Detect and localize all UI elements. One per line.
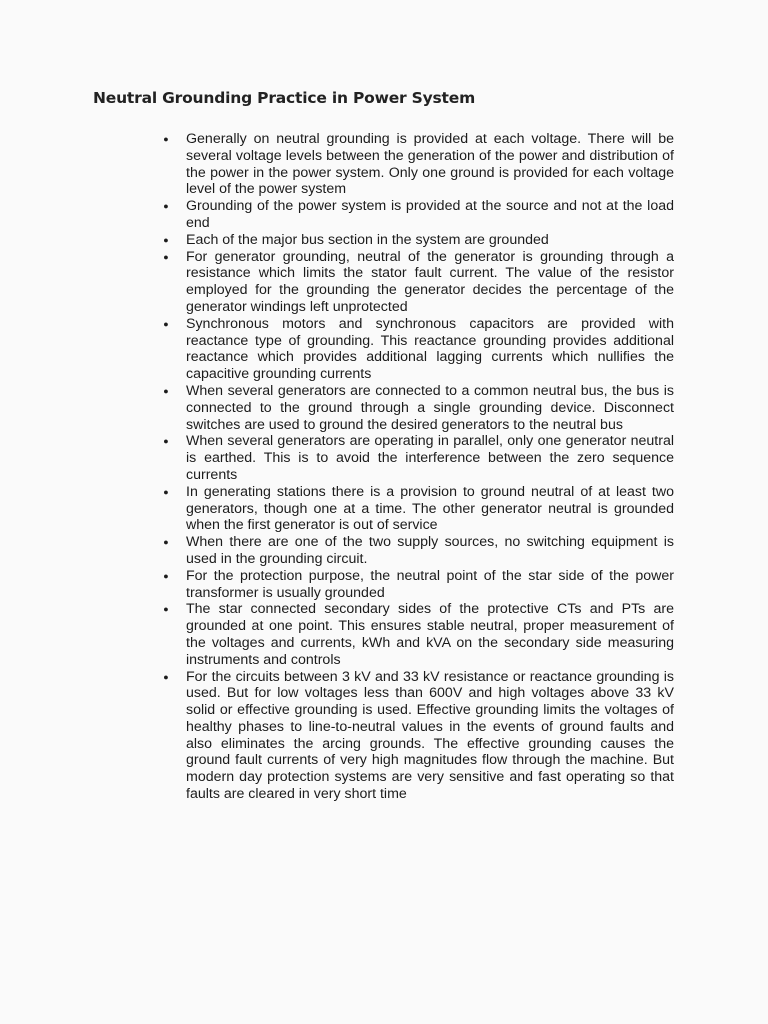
bullet-dot-icon: ● xyxy=(163,234,169,245)
list-item xyxy=(163,601,674,668)
list-item-text: Generally on neutral grounding is provided at each voltage. There will be several voltage levels between the generation of the power and distribution of the power in the power system. Only one ground is provided for each voltage level of the power system xyxy=(186,131,674,198)
list-item xyxy=(163,433,674,483)
bullet-dot-icon: ● xyxy=(163,436,169,447)
list-item-text: When there are one of the two supply sources, no switching equipment is used in the grounding circuit. xyxy=(186,534,674,567)
list-item-text: The star connected secondary sides of the protective CTs and PTs are grounded at one point. This ensures stable neutral, proper measurement of the voltages and currents, kWh and kVA on the secondary side measuring instruments and controls xyxy=(186,601,674,668)
bullet-dot-icon: ● xyxy=(163,201,169,212)
list-item-text: For the protection purpose, the neutral point of the star side of the power transformer is usually grounded xyxy=(186,567,674,601)
list-item xyxy=(163,131,674,198)
list-item-text: Grounding of the power system is provided at the source and not at the load end xyxy=(186,198,674,231)
bullet-dot-icon: ● xyxy=(163,134,169,144)
list-item xyxy=(163,315,674,383)
list-item-text: When several generators are operating in parallel, only one generator neutral is earthed. This is to avoid the interference between the zero sequence currents xyxy=(186,433,674,483)
list-item xyxy=(163,567,674,602)
bullet-dot-icon: ● xyxy=(163,486,169,497)
list-item-text: When several generators are connected to a common neutral bus, the bus is connected to the ground through a single grounding device. Disconnect switches are used to ground the desired generators to the neutral bus xyxy=(186,382,674,433)
bullet-dot-icon: ● xyxy=(163,537,169,548)
bullet-dot-icon: ● xyxy=(163,385,169,396)
list-item xyxy=(163,198,674,232)
bullet-dot-icon: ● xyxy=(163,604,169,615)
list-item xyxy=(163,248,674,316)
list-item-text: Each of the major bus section in the system are grounded xyxy=(186,231,549,248)
list-item-text: In generating stations there is a provision to ground neutral of at least two generators, though one at a time. The other generator neutral is grounded when the first generator is out of service xyxy=(186,483,674,534)
bullet-dot-icon: ● xyxy=(163,251,169,262)
list-item xyxy=(163,231,674,249)
bullet-list xyxy=(163,131,674,803)
document-title: Neutral Grounding Practice in Power System xyxy=(93,89,476,107)
list-item-text: Synchronous motors and synchronous capacitors are provided with reactance type of grounding. This reactance grounding provides additional reactance which provides additional lagging currents which nullifies the capacitive grounding currents xyxy=(186,315,674,383)
bullet-dot-icon: ● xyxy=(163,318,169,329)
bullet-dot-icon: ● xyxy=(163,570,169,581)
list-item xyxy=(163,668,674,803)
list-item-text: For generator grounding, neutral of the generator is grounding through a resistance which limits the stator fault current. The value of the resistor employed for the grounding the generator decides the percentage of the generator windings left unprotected xyxy=(186,248,674,315)
bullet-dot-icon: ● xyxy=(163,671,169,682)
list-item xyxy=(163,534,674,568)
list-item xyxy=(163,483,674,534)
list-item-text: For the circuits between 3 kV and 33 kV resistance or reactance grounding is used. But for low voltages less than 600V and high voltages above 33 kV solid or effective grounding is used. Effective grounding limits the voltages of healthy phases to line-to-neutral values in the events of ground faults and also eliminates the arcing grounds. The effective grounding causes the ground fault currents of very high magnitudes flow through the machine. But modern day protection systems are very sensitive and fast operating so that faults are cleared in very short time xyxy=(186,668,674,803)
list-item xyxy=(163,382,674,433)
